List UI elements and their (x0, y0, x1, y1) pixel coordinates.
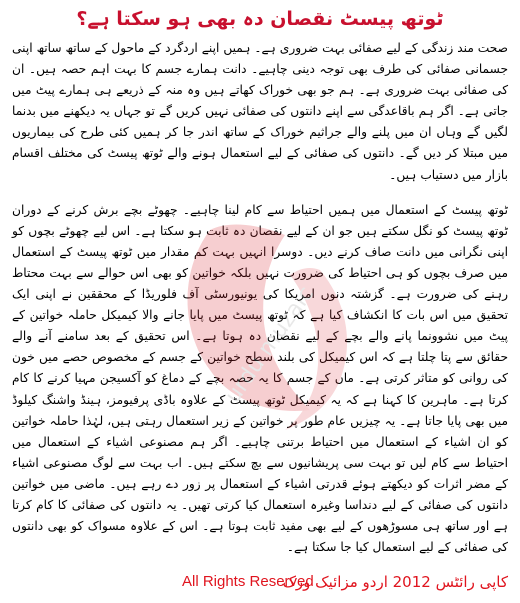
article-title: ٹوتھ پیسٹ نقصان دہ بھی ہو سکتا ہے؟ (76, 8, 444, 30)
article-paragraph-2: ٹوتھ پیسٹ کے استعمال میں ہمیں احتیاط سے کام لینا چاہیے۔ چھوٹے بچے برش کرنے کے دوران ٹوتھ پیسٹ کو نگل سکتے ہیں جو ان کے لیے نقصان دہ ثابت ہو سکتا ہے۔ اس لیے چھوٹے بچوں کو اپنی نگرانی میں دانت صاف کرنے دیں۔ دوسرا انہیں بہت کم مقدار میں ٹوتھ پیسٹ کے استعمال میں صرف بچوں کو ہی احتیاط کی ضرورت نہیں بلکہ خواتین کو بھی اس حوالے سے بہت محتاط رہنے کی ضرورت ہے۔ گزشتہ دنوں امریکا کی یونیورسٹی آف فلوریڈا کے محققین نے اپنی ایک تحقیق میں اس بات کا انکشاف کیا ہے کہ ٹوتھ پیسٹ میں پایا جانے والا کیمیکل حاملہ خواتین کے پیٹ میں نشوونما پانے والے بچے کے لیے نقصان دہ ہوتا ہے۔ اس تحقیق کے بعد سامنے آنے والے حقائق سے پتا چلتا ہے کہ اس کیمیکل کی بلند سطح خواتین کے جسم کے مخصوص حصے میں خون کی روانی کو متاثر کرتی ہے۔ ماں کے جسم کا یہ حصہ بچے کے دماغ کو آکسیجن مہیا کرنے کا کام کرتا ہے۔ ماہرین کا کہنا ہے کہ یہ کیمیکل ٹوتھ پیسٹ کے علاوہ باڈی پرفیومز، ہینڈ واشنگ کیلوڈ میں بھی پایا جاتا ہے۔ یہ چیزیں عام طور پر خواتین کے زیر استعمال رہتی ہیں، لہٰذا حاملہ خواتین کو ان اشیاء کے استعمال میں احتیاط برتنی چاہیے۔ اگر ہم مصنوعی اشیاء کے استعمال میں احتیاط سے کام لیں تو بہت سی پریشانیوں سے بچ سکتے ہیں۔ اب بہت سے لوگ مصنوعی اشیاء کے مضر اثرات کو دیکھتے ہوئے قدرتی اشیاء کے استعمال پر زور دے رہے ہیں۔ ماضی میں خواتین دانتوں کی صفائی کے لیے دنداسا وغیرہ استعمال کیا کرتی تھیں۔ یہ دانتوں کی صفائی کا کام کرتا ہے اور ساتھ ہی مسوڑھوں کے لیے بھی مفید ثابت ہوتا ہے۔ اس کے علاوہ مسواک کو بھی دانتوں کی صفائی کے لیے استعمال کیا جا سکتا ہے۔ (12, 202, 508, 555)
page-footer (0, 568, 520, 596)
rights-reserved-text: All Rights Reserved (182, 573, 314, 590)
watermark-text: urdu muzaic (220, 281, 320, 408)
article-paragraph-1: صحت مند زندگی کے لیے صفائی بہت ضروری ہے۔ ہمیں اپنے اردگرد کے ماحول کے ساتھ ساتھ اپنی جسمانی صفائی کی طرف بھی توجہ دینی چاہیے۔ دانت ہمارے جسم کا بہت اہم حصہ ہیں۔ ان کی صفائی بہت ضروری ہے۔ ہم جو بھی خوراک کھاتے ہیں وہ منہ کے ذریعے ہی ہمارے پیٹ میں جاتی ہے۔ اگر ہم باقاعدگی سے اپنے دانتوں کی صفائی نہیں کریں گے تو جہاں یہ دیکھنے میں بدنما لگیں گے وہاں ان میں پلنے والے جراثیم خوراک کے ساتھ اندر جا کر ہمیں کئی طرح کی بیماریوں میں مبتلا کر دیں گے۔ دانتوں کی صفائی کے لیے استعمال ہونے والے ٹوتھ پیسٹ کی مختلف اقسام بازار میں دستیاب ہیں۔ (12, 41, 508, 182)
copyright-text: کاپی رائٹس 2012 اردو مزائیک ورک (282, 573, 508, 591)
article-body (12, 38, 508, 558)
